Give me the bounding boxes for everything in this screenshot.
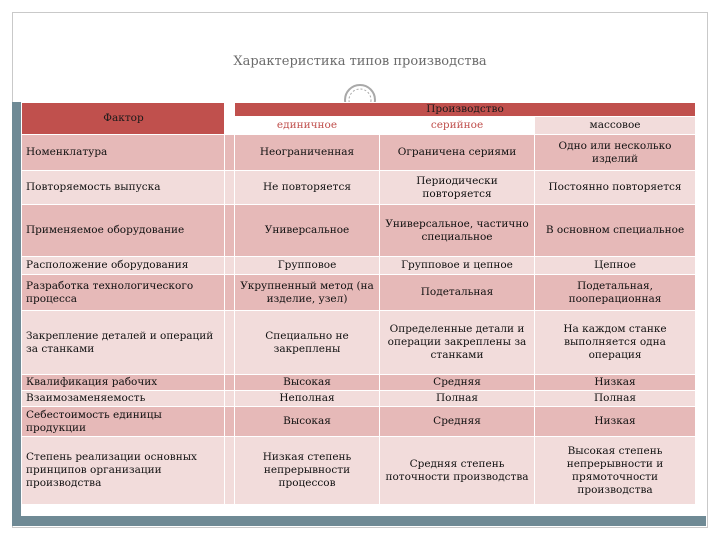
production-types-table	[21, 102, 696, 505]
row-single: Неполная	[235, 391, 380, 407]
row-single: Низкая степень непрерывности процессов	[235, 437, 380, 505]
row-mass: Низкая	[535, 375, 696, 391]
row-serial: Универсальное, частично специальное	[380, 205, 535, 257]
row-mass: Низкая	[535, 407, 696, 437]
table-row	[22, 375, 696, 391]
row-serial: Средняя	[380, 407, 535, 437]
header-type-single: единичное	[235, 117, 380, 135]
row-factor: Взаимозаменяемость	[22, 391, 225, 407]
row-factor: Закрепление деталей и операций за станками	[22, 311, 225, 375]
table-row	[22, 407, 696, 437]
header-production: Производство	[235, 103, 696, 117]
row-single: Групповое	[235, 257, 380, 275]
row-mass: Подетальная, пооперационная	[535, 275, 696, 311]
row-mass: Цепное	[535, 257, 696, 275]
row-single: Специально не закреплены	[235, 311, 380, 375]
left-accent-bar	[12, 102, 21, 526]
row-serial: Средняя	[380, 375, 535, 391]
row-mass: На каждом станке выполняется одна операция	[535, 311, 696, 375]
row-single: Универсальное	[235, 205, 380, 257]
row-serial: Групповое и цепное	[380, 257, 535, 275]
row-factor: Повторяемость выпуска	[22, 171, 225, 205]
row-serial: Полная	[380, 391, 535, 407]
row-factor: Разработка технологического процесса	[22, 275, 225, 311]
row-factor: Применяемое оборудование	[22, 205, 225, 257]
row-serial: Определенные детали и операции закреплены за станками	[380, 311, 535, 375]
bottom-accent-bar	[12, 516, 706, 526]
header-type-mass: массовое	[535, 117, 696, 135]
table-row	[22, 135, 696, 171]
row-single: Не повторяется	[235, 171, 380, 205]
row-mass: Одно или несколько изделий	[535, 135, 696, 171]
row-factor: Расположение оборудования	[22, 257, 225, 275]
row-single: Неограниченная	[235, 135, 380, 171]
row-factor: Себестоимость единицы продукции	[22, 407, 225, 437]
table-row	[22, 311, 696, 375]
table-row	[22, 171, 696, 205]
row-single: Укрупненный метод (на изделие, узел)	[235, 275, 380, 311]
row-serial: Периодически повторяется	[380, 171, 535, 205]
row-serial: Подетальная	[380, 275, 535, 311]
row-single: Высокая	[235, 375, 380, 391]
table-row	[22, 391, 696, 407]
row-single: Высокая	[235, 407, 380, 437]
row-factor: Квалификация рабочих	[22, 375, 225, 391]
table-row	[22, 205, 696, 257]
header-type-serial: серийное	[380, 117, 535, 135]
table-row	[22, 275, 696, 311]
row-mass: В основном специальное	[535, 205, 696, 257]
row-factor: Номенклатура	[22, 135, 225, 171]
row-mass: Постоянно повторяется	[535, 171, 696, 205]
header-factor: Фактор	[22, 103, 225, 135]
row-mass: Высокая степень непрерывности и прямоточности производства	[535, 437, 696, 505]
row-serial: Средняя степень поточности производства	[380, 437, 535, 505]
header-gap	[225, 103, 235, 135]
row-factor: Степень реализации основных принципов организации производства	[22, 437, 225, 505]
slide-title: Характеристика типов производства	[233, 54, 487, 69]
row-serial: Ограничена сериями	[380, 135, 535, 171]
table-row	[22, 257, 696, 275]
row-mass: Полная	[535, 391, 696, 407]
table-row	[22, 437, 696, 505]
